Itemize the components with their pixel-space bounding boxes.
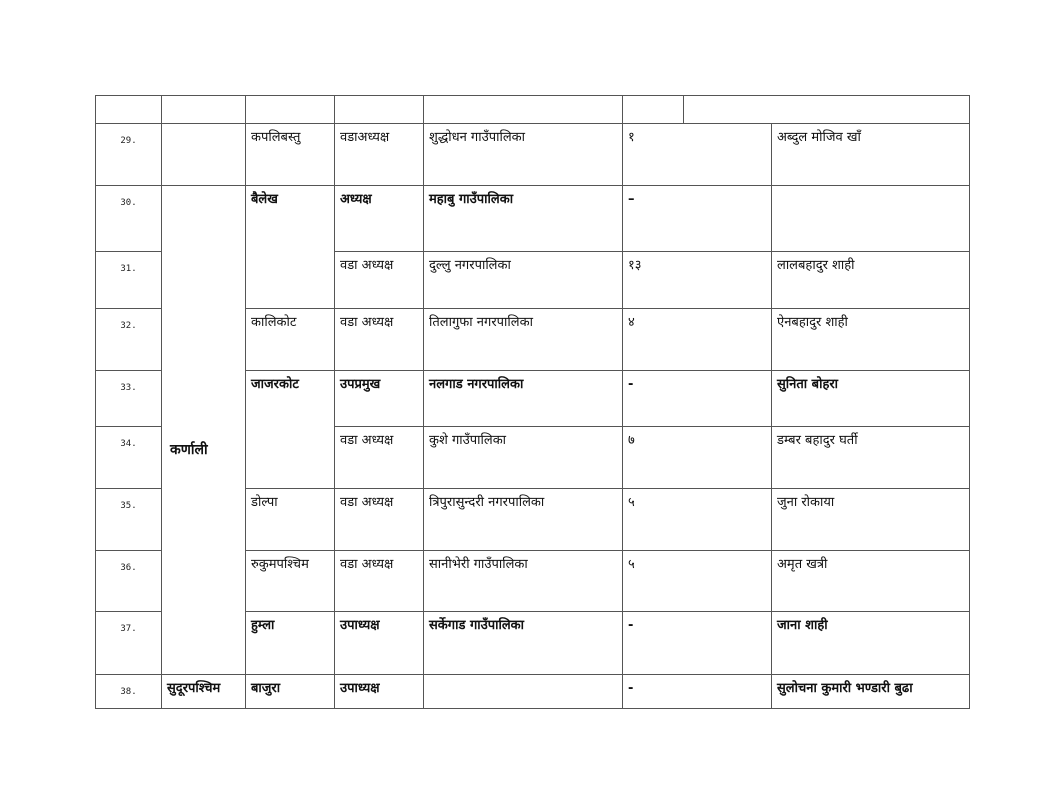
table-header-row: [96, 96, 970, 124]
local-body-cell: सर्केगाड गाउँपालिका: [424, 612, 623, 675]
post-cell: वडा अध्यक्ष: [335, 551, 424, 612]
name-cell: अब्दुल मोजिव खाँ: [772, 124, 970, 186]
local-body-cell: नलगाड नगरपालिका: [424, 371, 623, 427]
province-cell-karnali: [162, 186, 246, 675]
name-cell: डम्बर बहादुर घर्ती: [772, 427, 970, 489]
row-sn: 33.: [96, 371, 162, 427]
table-row: [96, 124, 970, 186]
ward-cell: –: [623, 186, 772, 252]
header-cell-ward: [623, 96, 684, 124]
ward-cell: ५: [623, 489, 772, 551]
post-cell: वडा अध्यक्ष: [335, 252, 424, 309]
row-sn: 29.: [96, 124, 162, 186]
table-row: [96, 675, 970, 709]
local-body-cell: सानीभेरी गाउँपालिका: [424, 551, 623, 612]
district-cell: बैलेख: [246, 186, 335, 309]
district-cell: डोल्पा: [246, 489, 335, 551]
local-body-cell: महाबु गाउँपालिका: [424, 186, 623, 252]
district-cell: हुम्ला: [246, 612, 335, 675]
district-cell: जाजरकोट: [246, 371, 335, 489]
district-cell: रुकुमपश्चिम: [246, 551, 335, 612]
row-sn: 36.: [96, 551, 162, 612]
name-cell: अमृत खत्री: [772, 551, 970, 612]
local-body-cell: तिलागुफा नगरपालिका: [424, 309, 623, 371]
row-sn: 30.: [96, 186, 162, 252]
header-cell-local-body: [424, 96, 623, 124]
district-cell: कालिकोट: [246, 309, 335, 371]
post-cell: वडा अध्यक्ष: [335, 427, 424, 489]
row-sn: 35.: [96, 489, 162, 551]
row-sn: 32.: [96, 309, 162, 371]
post-cell: उपप्रमुख: [335, 371, 424, 427]
ward-cell: १: [623, 124, 772, 186]
post-cell: उपाध्यक्ष: [335, 675, 424, 709]
table-row: [96, 186, 970, 252]
ward-cell: ४: [623, 309, 772, 371]
header-cell-post: [335, 96, 424, 124]
district-cell: बाजुरा: [246, 675, 335, 709]
local-body-cell: शुद्धोधन गाउँपालिका: [424, 124, 623, 186]
header-cell-sn: [96, 96, 162, 124]
name-cell: जाना शाही: [772, 612, 970, 675]
local-body-cell: कुशे गाउँपालिका: [424, 427, 623, 489]
header-cell-district: [246, 96, 335, 124]
ward-cell: ७: [623, 427, 772, 489]
local-body-cell: त्रिपुरासुन्दरी नगरपालिका: [424, 489, 623, 551]
name-cell: जुना रोकाया: [772, 489, 970, 551]
ward-cell: -: [623, 675, 772, 709]
name-cell: [772, 186, 970, 252]
local-body-cell: दुल्लु नगरपालिका: [424, 252, 623, 309]
ward-cell: १३: [623, 252, 772, 309]
province-label: कर्णाली: [170, 442, 208, 458]
ward-cell: ५: [623, 551, 772, 612]
name-cell: ऐनबहादुर शाही: [772, 309, 970, 371]
post-cell: वडा अध्यक्ष: [335, 489, 424, 551]
post-cell: अध्यक्ष: [335, 186, 424, 252]
province-cell-empty: [162, 124, 246, 186]
post-cell: वडा अध्यक्ष: [335, 309, 424, 371]
name-cell: सुलोचना कुमारी भण्डारी बुढा: [772, 675, 970, 709]
row-sn: 31.: [96, 252, 162, 309]
row-sn: 38.: [96, 675, 162, 709]
district-cell: कपलिबस्तु: [246, 124, 335, 186]
post-cell: वडाअध्यक्ष: [335, 124, 424, 186]
name-cell: लालबहादुर शाही: [772, 252, 970, 309]
header-cell-name: [684, 96, 970, 124]
row-sn: 34.: [96, 427, 162, 489]
post-cell: उपाध्यक्ष: [335, 612, 424, 675]
ward-cell: -: [623, 612, 772, 675]
name-cell: सुनिता बोहरा: [772, 371, 970, 427]
officials-table: [95, 95, 970, 709]
header-cell-province: [162, 96, 246, 124]
ward-cell: -: [623, 371, 772, 427]
officials-table-container: [95, 95, 970, 709]
province-cell-sudurpashchim: सुदूरपश्चिम: [162, 675, 246, 709]
local-body-cell: [424, 675, 623, 709]
row-sn: 37.: [96, 612, 162, 675]
